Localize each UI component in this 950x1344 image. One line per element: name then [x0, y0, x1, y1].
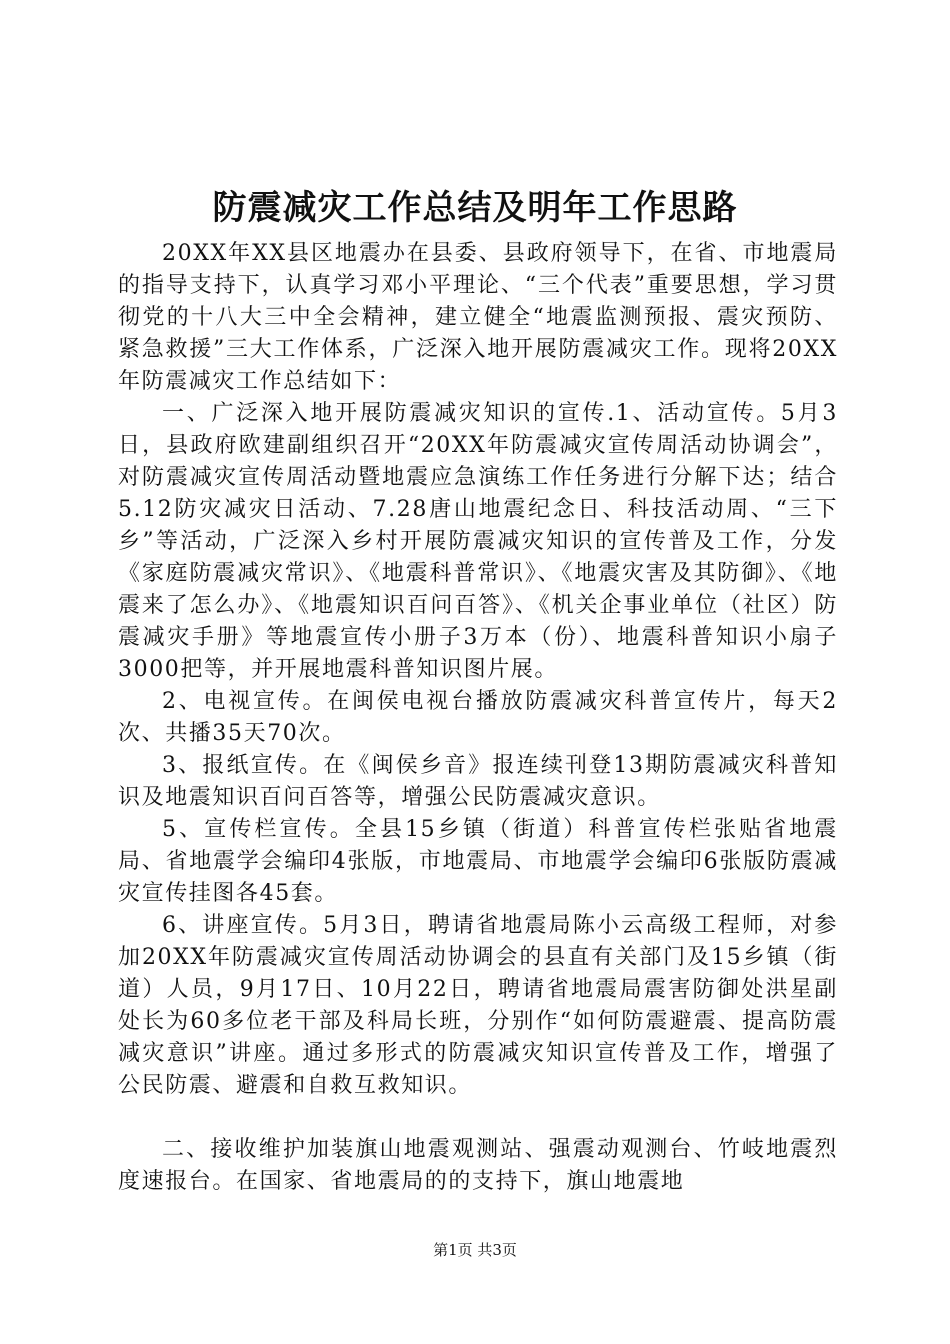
paragraph-tv-publicity: 2、电视宣传。在闽侯电视台播放防震减灾科普宣传片，每天2次、共播35天70次。	[118, 689, 838, 746]
paragraph-section-1: 一、广泛深入地开展防震减灾知识的宣传.1、活动宣传。5月3日，县政府欧建副组织召开“20XX年防震减灾宣传周活动协调会”，对防震减灾宣传周活动暨地震应急演练工作任务进行分解下达；结合5.12防灾减灾日活动、7.28唐山地震纪念日、科技活动周、“三下乡”等活动，广泛深入乡村开展防震减灾知识的宣传普及工作，分发《家庭防震减灾常识》、《地震科普常识》、《地震灾害及其防御》、《地震来了怎么办》、《地震知识百问百答》、《机关企事业单位（社区）防震减灾手册》等地震宣传小册子3万本（份）、地震科普知识小扇子3000把等，并开展地震科普知识图片展。	[118, 401, 838, 682]
paragraph-newspaper-publicity: 3、报纸宣传。在《闽侯乡音》报连续刊登13期防震减灾科普知识及地震知识百问百答等，增强公民防震减灾意识。	[118, 753, 838, 810]
document-body	[118, 238, 838, 1198]
document-title: 防震减灾工作总结及明年工作思路	[212, 188, 738, 228]
paragraph-bulletin-publicity: 5、宣传栏宣传。全县15乡镇（街道）科普宣传栏张贴省地震局、省地震学会编印4张版，市地震局、市地震学会编印6张版防震减灾宣传挂图各45套。	[118, 817, 838, 906]
paragraph-section-2: 二、接收维护加装旗山地震观测站、强震动观测台、竹岐地震烈度速报台。在国家、省地震局的的支持下，旗山地震地	[118, 1137, 838, 1194]
page-footer: 第1页 共3页	[433, 1241, 517, 1259]
paragraph-intro: 20XX年XX县区地震办在县委、县政府领导下，在省、市地震局的指导支持下，认真学习邓小平理论、“三个代表”重要思想，学习贯彻党的十八大三中全会精神，建立健全“地震监测预报、震灾预防、紧急救援”三大工作体系，广泛深入地开展防震减灾工作。现将20XX年防震减灾工作总结如下：	[118, 241, 838, 394]
paragraph-lecture-publicity: 6、讲座宣传。5月3日，聘请省地震局陈小云高级工程师，对参加20XX年防震减灾宣传周活动协调会的县直有关部门及15乡镇（街道）人员，9月17日、10月22日，聘请省地震局震害防御处洪星副处长为60多位老干部及科局长班，分别作“如何防震避震、提高防震减灾意识”讲座。通过多形式的防震减灾知识宣传普及工作，增强了公民防震、避震和自救互救知识。	[118, 913, 838, 1098]
